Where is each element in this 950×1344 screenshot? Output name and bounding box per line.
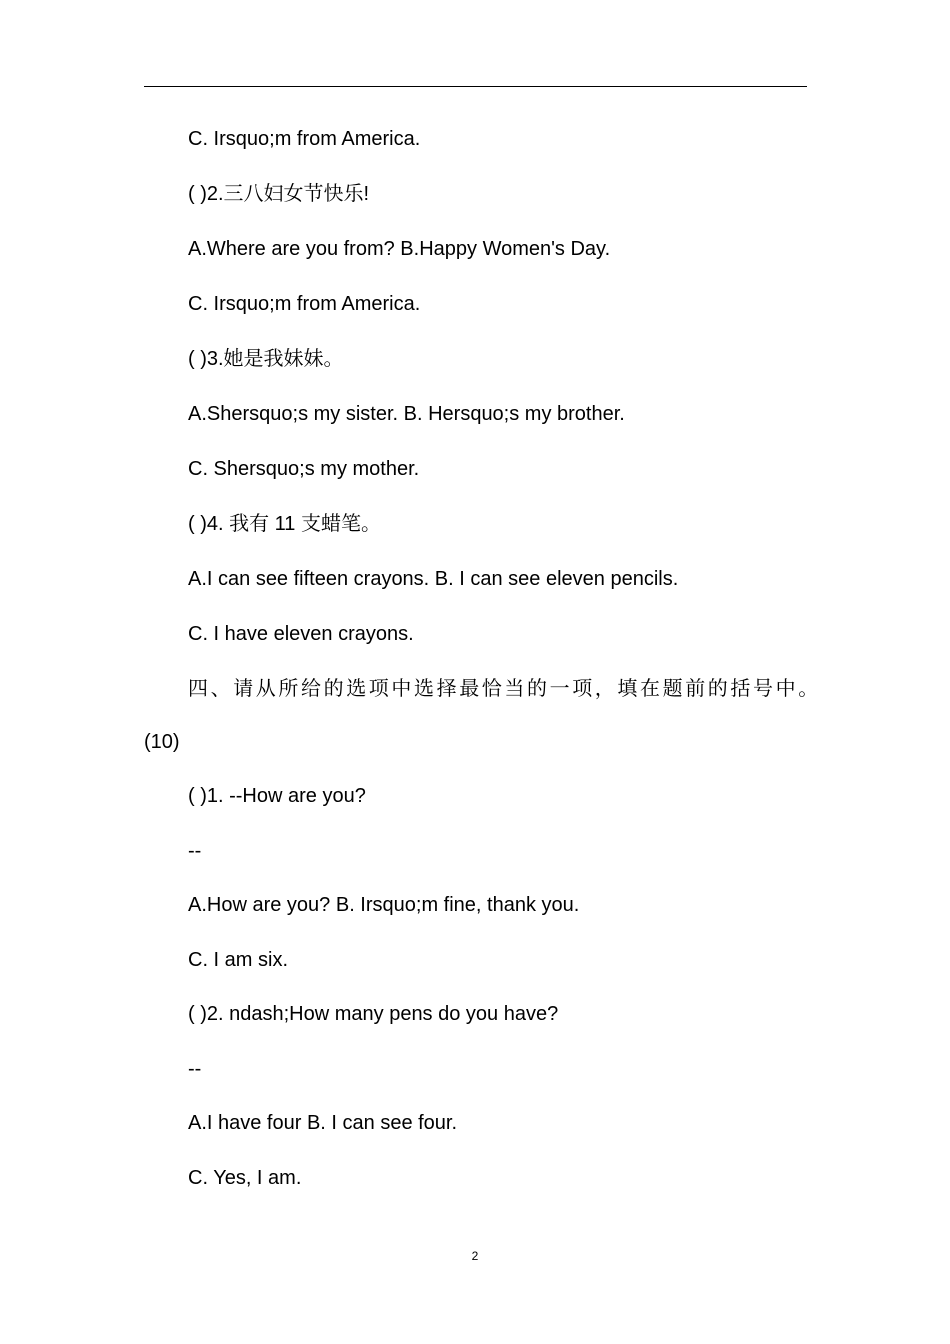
option-line: C. I have eleven crayons.	[188, 623, 414, 645]
option-line: C. Shersquo;s my mother.	[188, 458, 420, 480]
question-line: ( )4. 我有 11 支蜡笔。	[188, 513, 381, 535]
section-heading: 四、请从所给的选项中选择最恰当的一项，填在题前的括号中。	[188, 678, 821, 700]
answer-blank: --	[188, 840, 202, 862]
option-line: C. Irsquo;m from America.	[188, 293, 421, 315]
option-line: A.How are you? B. Irsquo;m fine, thank you.	[188, 894, 580, 916]
header-rule	[144, 86, 807, 87]
option-line: C. Yes, I am.	[188, 1167, 302, 1189]
page-number: 2	[471, 1249, 479, 1263]
option-line: A.I have four B. I can see four.	[188, 1112, 458, 1134]
answer-blank: --	[188, 1058, 202, 1080]
option-line: A.Where are you from? B.Happy Women's Day.	[188, 238, 611, 260]
section-points: (10)	[144, 731, 180, 753]
option-line: C. Irsquo;m from America.	[188, 128, 421, 150]
option-line: A.I can see fifteen crayons. B. I can see eleven pencils.	[188, 568, 679, 590]
question-line: ( )3.她是我妹妹。	[188, 348, 344, 370]
question-line: ( )2. ndash;How many pens do you have?	[188, 1003, 559, 1025]
question-line: ( )2.三八妇女节快乐!	[188, 183, 370, 205]
option-line: C. I am six.	[188, 949, 289, 971]
question-line: ( )1. --How are you?	[188, 785, 366, 807]
option-line: A.Shersquo;s my sister. B. Hersquo;s my brother.	[188, 403, 625, 425]
